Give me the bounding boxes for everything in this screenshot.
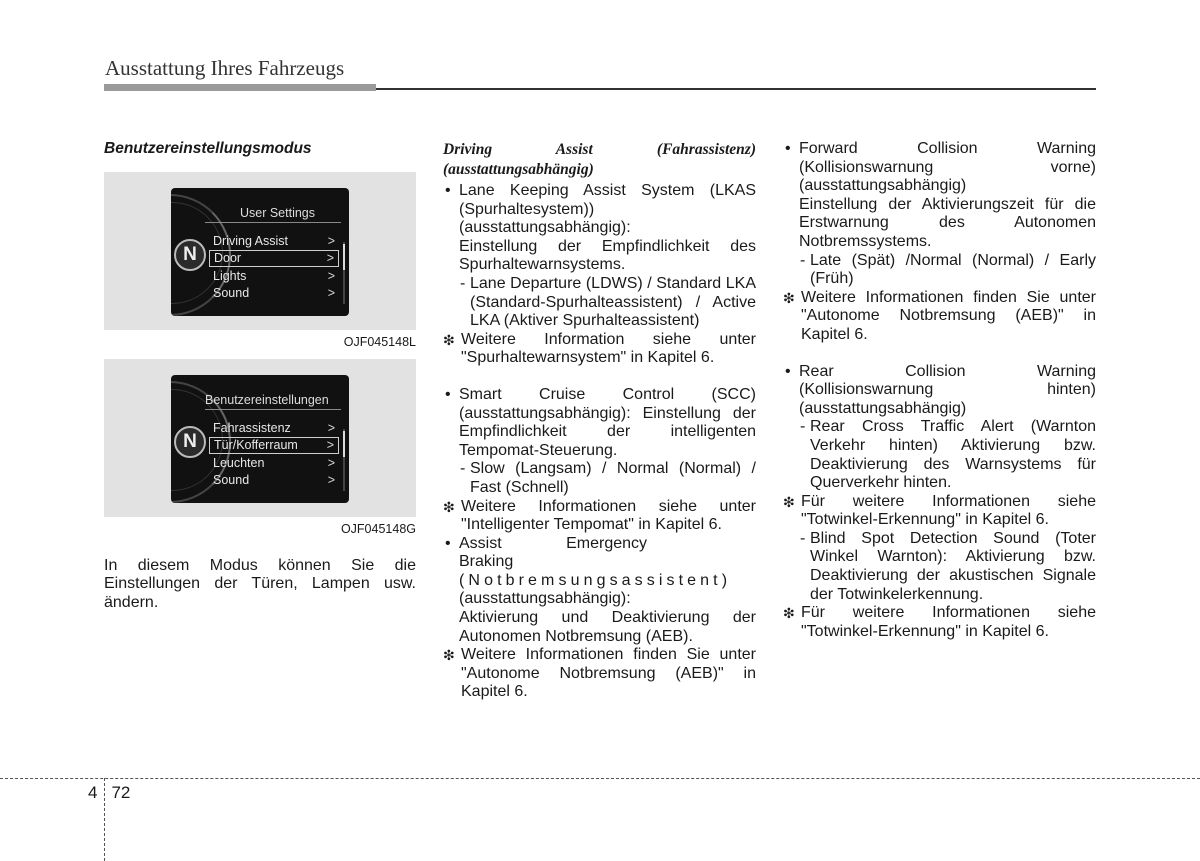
menu-item-selected	[209, 250, 339, 267]
chevron-right-icon: >	[327, 473, 335, 488]
chevron-right-icon: >	[326, 438, 334, 453]
menu-item-label: Sound	[213, 473, 250, 488]
aeb-title-line	[459, 535, 756, 572]
chevron-right-icon: >	[327, 268, 335, 283]
header-rule	[376, 88, 1096, 90]
rcta-option: - Rear Cross Traffic Alert (Warnton Verkehr hinten) Aktivierung bzw. Deaktivierung des Warnsystems für Querverkehr hinten.	[783, 418, 1096, 492]
menu-item	[209, 472, 339, 489]
section-heading: Driving Assist (Fahrassistenz) (ausstattungsabhängig)	[443, 141, 756, 178]
menu-item-label: Lights	[213, 268, 247, 283]
lkas-options: - Lane Departure (LDWS) / Standard LKA (Standard-Spurhalteassistent) / Active LKA (Aktiver Spurhalteassistent)	[443, 275, 756, 331]
body-paragraph: In diesem Modus können Sie die Einstellungen der Türen, Lampen usw. ändern.	[104, 556, 416, 611]
menu-item-label: Driving Assist	[213, 233, 289, 248]
menu-item-label: Door	[214, 250, 242, 265]
menu-item	[209, 420, 339, 437]
aeb-description: Aktivierung und Deaktivierung der Autonomen Notbremsung (AEB).	[459, 609, 756, 645]
chevron-right-icon: >	[326, 250, 334, 265]
cluster-display	[171, 375, 349, 503]
fcw-description: Einstellung der Aktivierungszeit für die Erstwarnung des Autonomen Notbremssystems.	[799, 195, 1096, 250]
figure-caption: OJF045148L	[343, 334, 416, 349]
scc-note: ❇ Weitere Informationen siehe unter "Intelligenter Tempomat" in Kapitel 6.	[443, 498, 756, 535]
menu-title: User Settings	[205, 204, 341, 223]
figure-caption: OJF045148G	[340, 522, 416, 537]
fcw-note: ❇ Weitere Informationen finden Sie unter "Autonome Notbremsung (AEB)" in Kapitel 6.	[783, 289, 1096, 345]
page-header-title: Ausstattung Ihres Fahrzeugs	[105, 56, 345, 80]
aeb-title: • Assist Emergency Braking	[459, 534, 648, 571]
gear-n-icon: N	[174, 239, 206, 271]
figure-user-settings-en	[104, 172, 416, 330]
list-item-fcw: • Forward Collision Warning (Kollisionswarnung vorne) (ausstattungsabhängig)	[783, 140, 1096, 196]
bsd-note: ❇ Für weitere Informationen siehe "Totwinkel-Erkennung" in Kapitel 6.	[783, 604, 1096, 641]
chevron-right-icon: >	[327, 456, 335, 471]
scrollbar-thumb	[343, 431, 345, 457]
menu-title: Benutzereinstellungen	[205, 391, 341, 410]
list-item-aeb	[443, 535, 756, 609]
lkas-note: ❇ Weitere Information siehe unter "Spurhaltewarnsystem" in Kapitel 6.	[443, 331, 756, 368]
aeb-note: ❇ Weitere Informationen finden Sie unter "Autonome Notbremsung (AEB)" in Kapitel 6.	[443, 646, 756, 702]
menu-item-label: Sound	[213, 285, 250, 300]
page-number-value: 72	[111, 783, 131, 802]
chevron-right-icon: >	[327, 233, 335, 248]
column-1	[104, 140, 416, 613]
menu-item-selected	[209, 437, 339, 454]
fcw-options: - Late (Spät) /Normal (Normal) / Early (Früh)	[783, 252, 1096, 289]
menu-item	[209, 233, 339, 250]
chevron-right-icon: >	[327, 421, 335, 436]
gear-n-icon: N	[174, 426, 206, 458]
column-3	[783, 140, 1096, 641]
chapter-number: 4	[88, 783, 98, 802]
menu-item-label: Tür/Kofferraum	[214, 438, 298, 453]
page-number	[88, 783, 130, 803]
cluster-display	[171, 188, 349, 316]
section-heading: Benutzereinstellungsmodus	[104, 140, 312, 157]
menu-item	[209, 268, 339, 285]
menu-item-label: Leuchten	[213, 456, 265, 471]
list-item-rcw: • Rear Collision Warning (Kollisionswarnung hinten) (ausstattungsabhängig)	[783, 363, 1096, 419]
bsd-option: - Blind Spot Detection Sound (Toter Winkel Warnton): Aktivierung bzw. Deaktivierung der akustischen Signale der Totwinkelerkennung.	[783, 530, 1096, 604]
footer-rule	[0, 778, 1200, 779]
aeb-availability: (ausstattungsabhängig):	[459, 590, 631, 608]
aeb-subtitle: (Notbremsungsassistent)	[459, 571, 732, 589]
rcta-note: ❇ Für weitere Informationen siehe "Totwinkel-Erkennung" in Kapitel 6.	[783, 493, 1096, 530]
list-item-scc: • Smart Cruise Control (SCC) (ausstattungsabhängig): Einstellung der Empfindlichkeit der intelligenten Tempomat-Steuerung.	[443, 386, 756, 460]
column-2	[443, 140, 756, 702]
chevron-right-icon: >	[327, 285, 335, 300]
lkas-description: Einstellung der Empfindlichkeit des Spurhaltewarnsystems.	[459, 237, 756, 274]
scrollbar-thumb	[343, 244, 345, 270]
menu-item	[209, 285, 339, 302]
menu-item	[209, 455, 339, 472]
figure-user-settings-de	[104, 359, 416, 517]
header-accent-bar	[104, 84, 376, 91]
list-item-lkas: • Lane Keeping Assist System (LKAS (Spurhaltesystem)) (ausstattungsabhängig):	[443, 182, 756, 238]
menu-item-label: Fahrassistenz	[213, 421, 291, 436]
scc-options: - Slow (Langsam) / Normal (Normal) / Fast (Schnell)	[443, 460, 756, 497]
